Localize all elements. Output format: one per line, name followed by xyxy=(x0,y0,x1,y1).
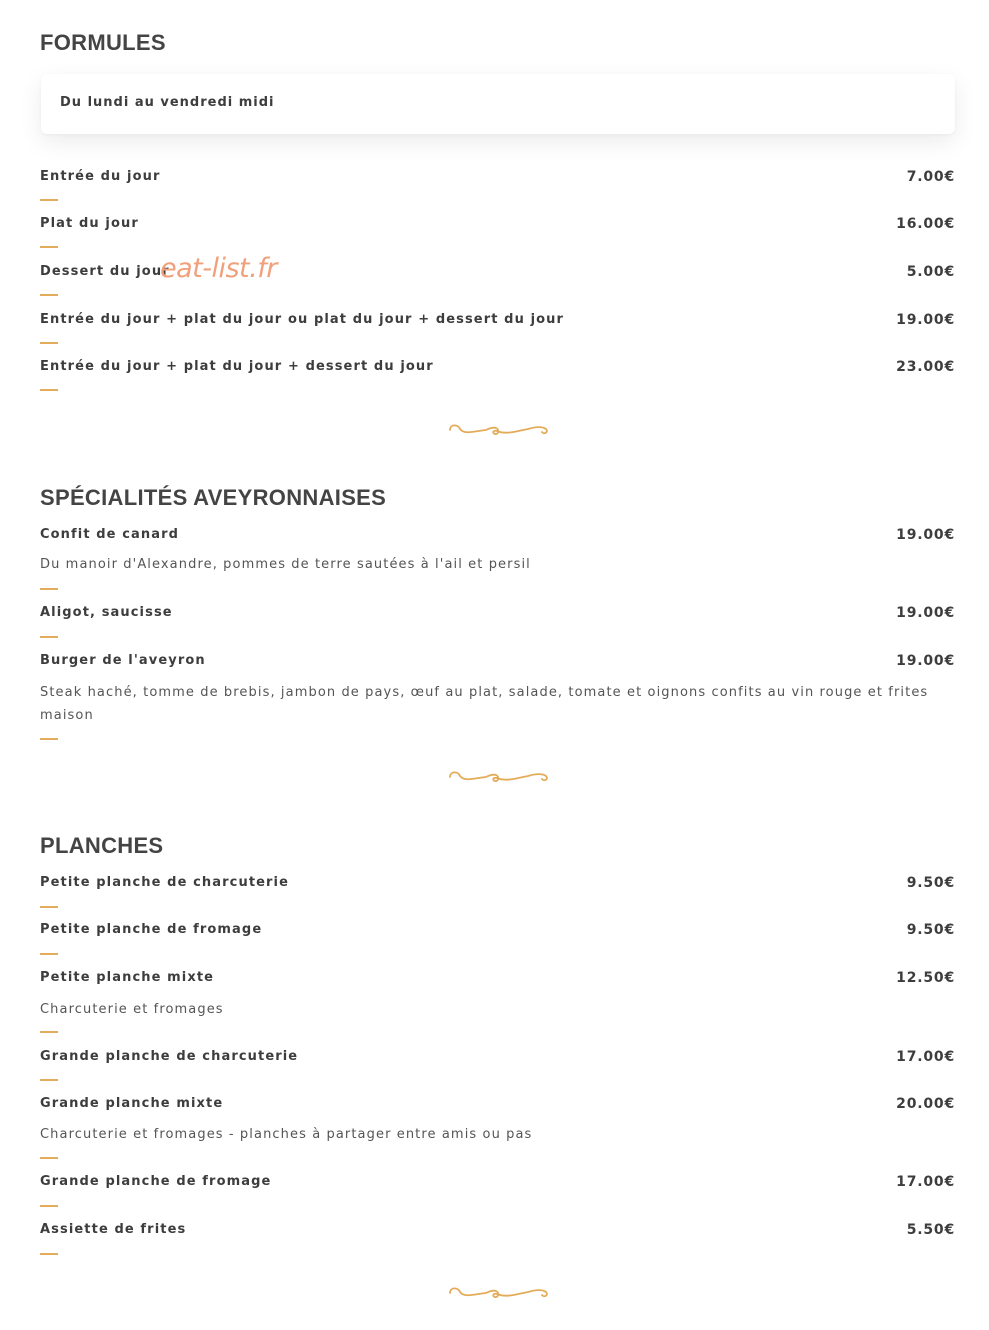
menu-item-price: 19.00€ xyxy=(896,605,955,621)
menu-item-name: Aligot, saucisse xyxy=(40,605,173,620)
item-separator xyxy=(40,1253,58,1255)
menu-item-price: 19.00€ xyxy=(896,527,955,543)
menu-item-price: 5.50€ xyxy=(906,1222,955,1238)
section-title-planches: PLANCHES xyxy=(40,833,164,858)
item-separator xyxy=(40,953,58,955)
menu-item-price: 17.00€ xyxy=(896,1174,955,1190)
menu-item-price: 23.00€ xyxy=(896,359,955,375)
section-title-formules: FORMULES xyxy=(40,30,166,55)
item-separator xyxy=(40,1079,58,1081)
item-separator xyxy=(40,906,58,908)
menu-item-name: Burger de l'aveyron xyxy=(40,653,206,668)
menu-item-description: Charcuterie et fromages - planches à partager entre amis ou pas xyxy=(40,1127,533,1142)
section-title-specialites: SPÉCIALITÉS AVEYRONNAISES xyxy=(40,485,387,510)
menu-item-price: 12.50€ xyxy=(896,970,955,986)
menu-item-name: Plat du jour xyxy=(40,216,139,231)
menu-item-name: Assiette de frites xyxy=(40,1222,187,1237)
item-separator xyxy=(40,738,58,740)
menu-item-price: 5.00€ xyxy=(906,264,955,280)
menu-item-description: Steak haché, tomme de brebis, jambon de pays, œuf au plat, salade, tomate et oignons confits au vin rouge et frites maison xyxy=(40,685,929,723)
menu-item-description: Du manoir d'Alexandre, pommes de terre sautées à l'ail et persil xyxy=(40,557,531,572)
menu-item-price: 9.50€ xyxy=(906,922,955,938)
item-separator xyxy=(40,199,58,201)
item-separator xyxy=(40,1205,58,1207)
menu-item-name: Dessert du jour xyxy=(40,264,170,279)
item-separator xyxy=(40,1157,58,1159)
item-separator xyxy=(40,588,58,590)
ornament-divider-icon xyxy=(446,768,552,786)
ornament-divider-icon xyxy=(446,421,552,439)
menu-item-price: 7.00€ xyxy=(906,169,955,185)
menu-item-price: 9.50€ xyxy=(906,875,955,891)
menu-item-name: Petite planche mixte xyxy=(40,970,215,985)
formules-info-text: Du lundi au vendredi midi xyxy=(60,95,275,110)
item-separator xyxy=(40,636,58,638)
menu-item-name: Grande planche de fromage xyxy=(40,1174,272,1189)
watermark-text: eat-list.fr xyxy=(160,253,277,284)
menu-item-name: Petite planche de fromage xyxy=(40,922,263,937)
item-separator xyxy=(40,1031,58,1033)
menu-item-description: Charcuterie et fromages xyxy=(40,1002,224,1017)
menu-item-name: Entrée du jour + plat du jour ou plat du jour + dessert du jour xyxy=(40,312,565,327)
formules-info-card xyxy=(41,74,955,134)
menu-item-name: Entrée du jour xyxy=(40,169,161,184)
menu-item-name: Entrée du jour + plat du jour + dessert du jour xyxy=(40,359,434,374)
item-separator xyxy=(40,246,58,248)
menu-item-price: 16.00€ xyxy=(896,216,955,232)
menu-item-price: 19.00€ xyxy=(896,653,955,669)
menu-item-name: Grande planche mixte xyxy=(40,1096,224,1111)
item-separator xyxy=(40,342,58,344)
item-separator xyxy=(40,294,58,296)
menu-item-name: Grande planche de charcuterie xyxy=(40,1049,299,1064)
item-separator xyxy=(40,389,58,391)
menu-item-price: 19.00€ xyxy=(896,312,955,328)
menu-item-name: Confit de canard xyxy=(40,527,180,542)
menu-item-price: 17.00€ xyxy=(896,1049,955,1065)
menu-item-price: 20.00€ xyxy=(896,1096,955,1112)
ornament-divider-icon xyxy=(446,1284,552,1302)
menu-item-name: Petite planche de charcuterie xyxy=(40,875,290,890)
